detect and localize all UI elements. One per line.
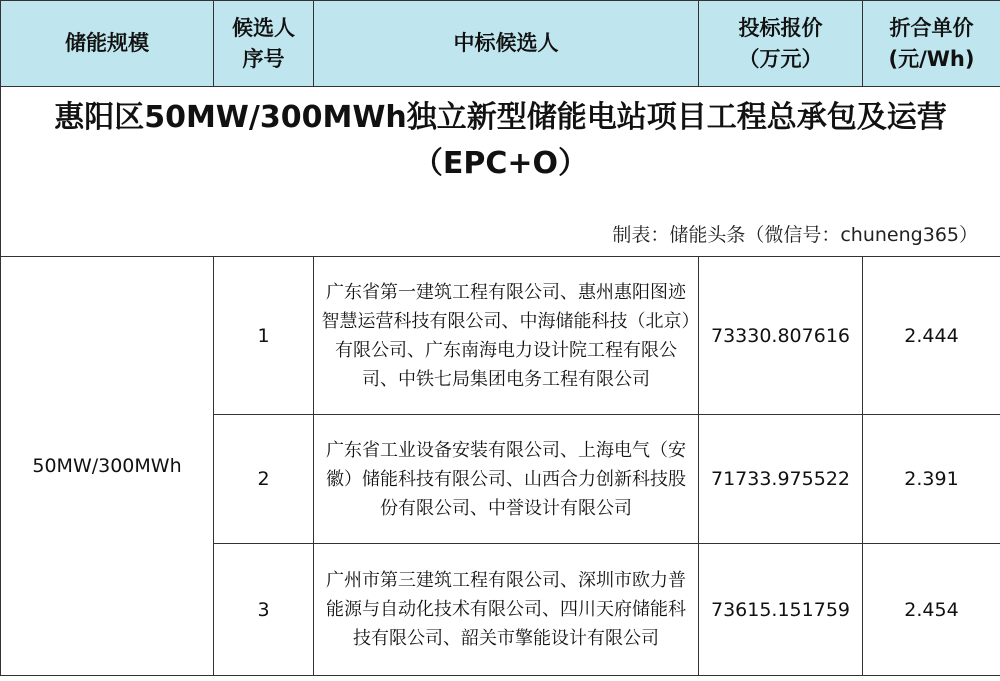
header-unit-line1: 折合单价 — [889, 15, 974, 40]
header-candidate: 中标候选人 — [314, 1, 699, 87]
header-seq-line2: 序号 — [242, 46, 285, 71]
price-cell: 73330.807616 — [699, 257, 863, 415]
seq-cell: 2 — [214, 415, 314, 544]
candidate-cell — [314, 415, 699, 544]
header-unit-price — [863, 1, 1000, 87]
table-title: 惠阳区50MW/300MWh独立新型储能电站项目工程总承包及运营（EPC+O） — [1, 87, 1000, 211]
price-cell: 73615.151759 — [699, 544, 863, 676]
source-note: 制表：储能头条（微信号：chuneng365） — [1, 211, 1000, 257]
table-header — [1, 1, 1000, 87]
header-price-line1: 投标报价 — [738, 15, 823, 40]
candidate-cell — [314, 544, 699, 676]
header-unit-line2: (元/Wh) — [888, 46, 975, 71]
unit-price-cell: 2.454 — [863, 544, 1000, 676]
header-seq-line1: 候选人 — [232, 15, 295, 40]
candidate-text: 广东省工业设备安装有限公司、上海电气（安徽）储能科技有限公司、山西合力创新科技股份有限公司、中誉设计有限公司 — [326, 439, 686, 519]
table-body — [1, 257, 1000, 676]
price-cell: 71733.975522 — [699, 415, 863, 544]
seq-cell: 1 — [214, 257, 314, 415]
header-price — [699, 1, 863, 87]
header-price-line2: （万元） — [738, 46, 823, 71]
unit-price-cell: 2.391 — [863, 415, 1000, 544]
unit-price-cell: 2.444 — [863, 257, 1000, 415]
table-row — [1, 257, 1000, 415]
header-scale: 储能规模 — [1, 1, 214, 87]
table-caption-block — [1, 87, 1000, 257]
header-seq — [214, 1, 314, 87]
candidate-text: 广州市第三建筑工程有限公司、深圳市欧力普能源与自动化技术有限公司、四川天府储能科技有限公司、韶关市擎能设计有限公司 — [326, 570, 686, 649]
candidate-cell — [314, 257, 699, 415]
seq-cell: 3 — [214, 544, 314, 676]
scale-value-cell: 50MW/300MWh — [1, 257, 214, 676]
candidate-text: 广东省第一建筑工程有限公司、惠州惠阳图迹智慧运营科技有限公司、中海储能科技（北京）有限公司、广东南海电力设计院工程有限公司、中铁七局集团电务工程有限公司 — [321, 281, 691, 390]
